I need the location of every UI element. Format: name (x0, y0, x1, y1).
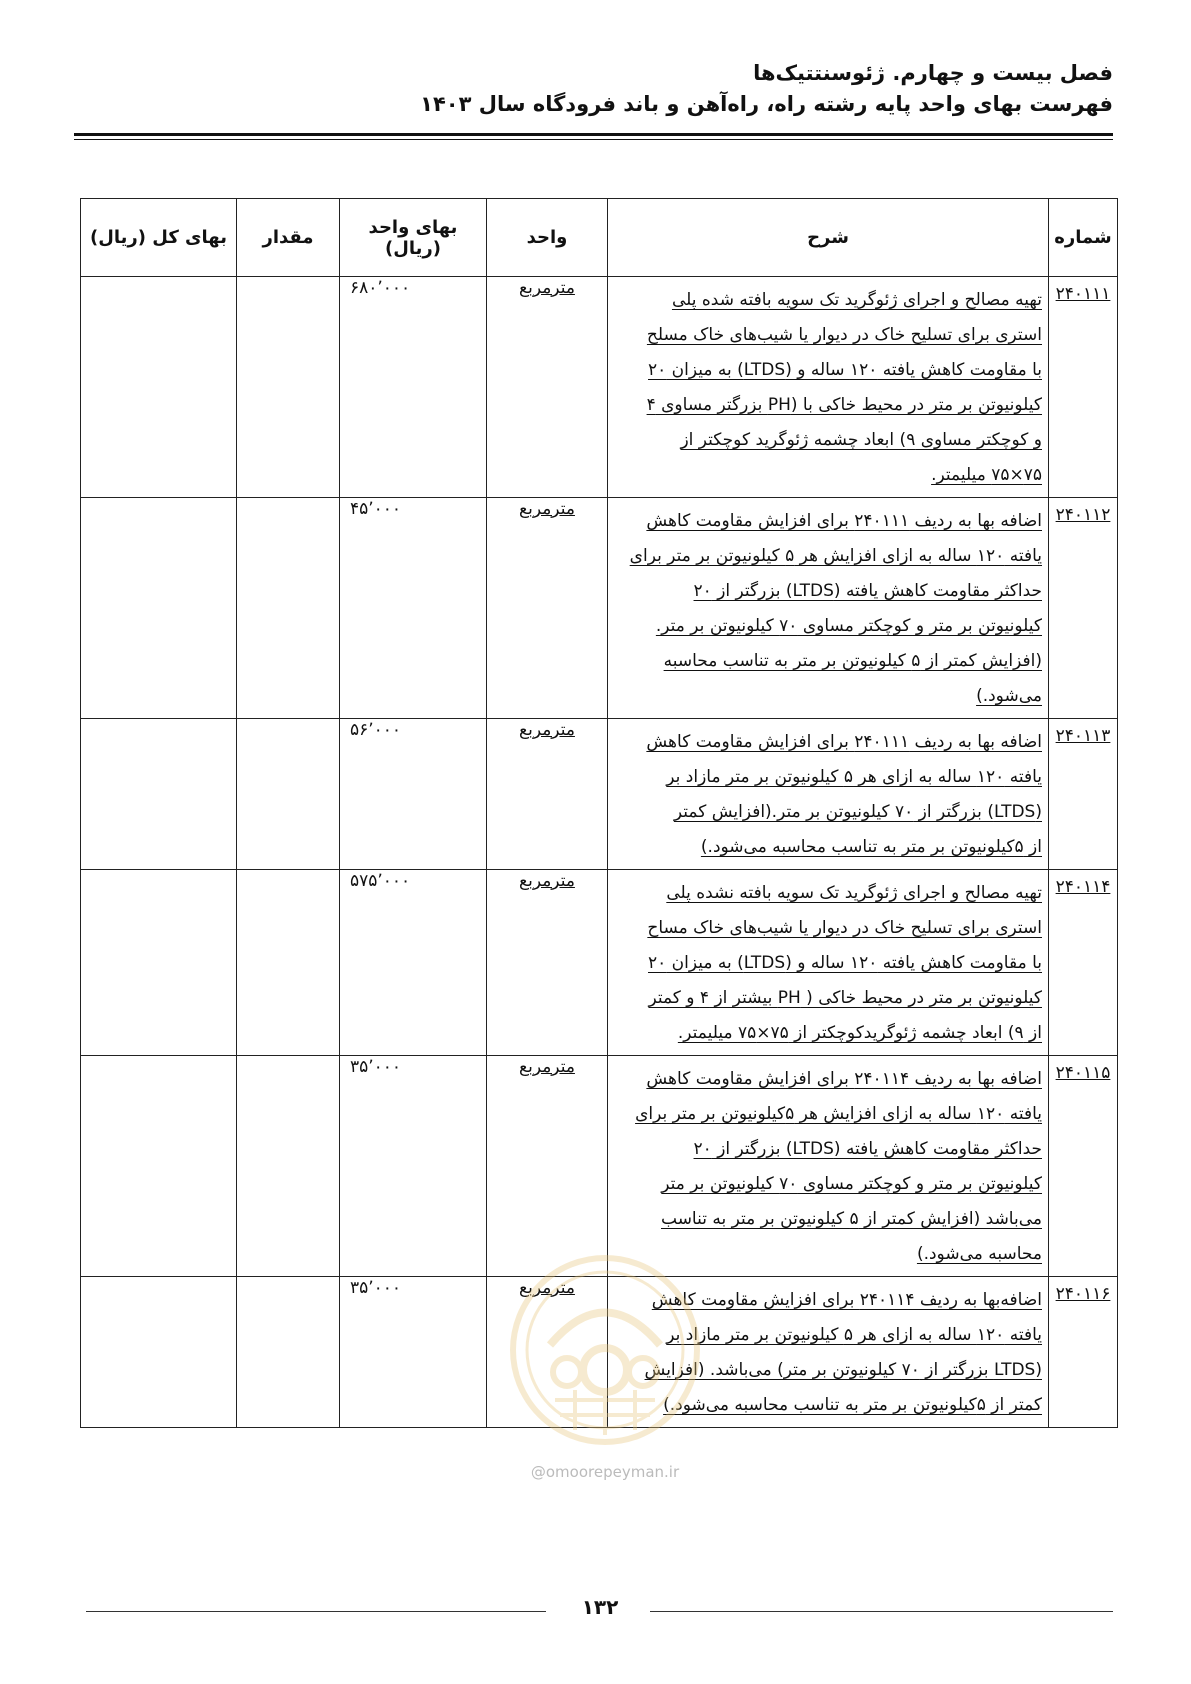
description-line-text: (LTDS) بزرگتر از ۷۰ کیلونیوتن بر متر.(افزایش کمتر (673, 802, 1042, 822)
description-line (614, 283, 1042, 318)
item-unit-price: ۳۵٬۰۰۰ (340, 1277, 487, 1428)
item-code: ۲۴۰۱۱۳ (1055, 726, 1111, 746)
description-line (614, 679, 1042, 714)
description-line-text: یافته ۱۲۰ ساله به ازای هر ۵ کیلونیوتن بر متر مازاد بر (666, 767, 1042, 787)
description-line-text: از ۵کیلونیوتن بر متر به تناسب محاسبه می‌شود.) (700, 837, 1042, 857)
item-unit: مترمربع (519, 720, 575, 740)
table-row (81, 870, 1118, 1056)
description-line (614, 760, 1042, 795)
item-code: ۲۴۰۱۱۶ (1055, 1284, 1111, 1304)
column-header-unit-price (340, 199, 487, 277)
description-line (614, 1283, 1042, 1318)
description-line-text: ۷۵×۷۵ میلیمتر. (931, 465, 1042, 485)
description-line (614, 725, 1042, 760)
item-quantity (237, 1277, 340, 1428)
column-header-unit: واحد (487, 199, 608, 277)
description-line-text: اضافه بها به ردیف ۲۴۰۱۱۴ برای افزایش مقاومت کاهش (646, 1069, 1042, 1089)
description-line (614, 388, 1042, 423)
description-line-text: حداکثر مقاومت کاهش یافته (LTDS) بزرگتر از ۲۰ (693, 581, 1042, 601)
item-description (608, 498, 1049, 719)
footer-rule-left (86, 1611, 546, 1612)
watermark-url: @omoorepeyman.ir (530, 1463, 680, 1481)
chapter-title: فصل بیست و چهارم. ژئوسنتتیک‌ها (753, 61, 1113, 85)
table-row (81, 1277, 1118, 1428)
item-unit: مترمربع (519, 1057, 575, 1077)
table-row (81, 719, 1118, 870)
item-unit: مترمربع (519, 871, 575, 891)
item-unit: مترمربع (519, 1278, 575, 1298)
footer-rule-right (650, 1611, 1113, 1612)
description-line (614, 574, 1042, 609)
item-code: ۲۴۰۱۱۴ (1055, 877, 1111, 897)
description-line (614, 539, 1042, 574)
description-line-text: کمتر از ۵کیلونیوتن بر متر به تناسب محاسبه می‌شود.) (663, 1395, 1042, 1415)
description-line (614, 1132, 1042, 1167)
description-line-text: اضافه بها به ردیف ۲۴۰۱۱۱ برای افزایش مقاومت کاهش (646, 511, 1042, 531)
item-total (81, 277, 237, 498)
item-description (608, 870, 1049, 1056)
item-unit-cell (487, 1277, 608, 1428)
item-code-cell (1049, 719, 1118, 870)
description-line-text: اضافه بها به ردیف ۲۴۰۱۱۱ برای افزایش مقاومت کاهش (646, 732, 1042, 752)
page-header (73, 58, 1113, 120)
item-code: ۲۴۰۱۱۲ (1055, 505, 1111, 525)
item-description (608, 1056, 1049, 1277)
description-line (614, 1388, 1042, 1423)
description-line-text: تهیه مصالح و اجرای ژئوگرید تک سویه بافته شده پلی (671, 290, 1042, 310)
item-description (608, 277, 1049, 498)
description-line-text: یافته ۱۲۰ ساله به ازای افزایش هر ۵ کیلونیوتن بر متر برای (629, 546, 1042, 566)
item-code-cell (1049, 277, 1118, 498)
description-line (614, 911, 1042, 946)
item-unit-price: ۳۵٬۰۰۰ (340, 1056, 487, 1277)
item-total (81, 719, 237, 870)
description-line (614, 1353, 1042, 1388)
item-unit: مترمربع (519, 499, 575, 519)
table-row (81, 1056, 1118, 1277)
description-line (614, 1167, 1042, 1202)
description-line-text: محاسبه می‌شود.) (916, 1244, 1042, 1264)
item-unit-cell (487, 1056, 608, 1277)
item-unit-price: ۶۸۰٬۰۰۰ (340, 277, 487, 498)
description-line-text: با مقاومت کاهش یافته ۱۲۰ ساله و (LTDS) به میزان ۲۰ (648, 360, 1042, 380)
description-line (614, 830, 1042, 865)
column-header-description: شرح (608, 199, 1049, 277)
page-number: ۱۳۲ (581, 1595, 619, 1619)
description-line-text: حداکثر مقاومت کاهش یافته (LTDS) بزرگتر از ۲۰ (693, 1139, 1042, 1159)
description-line-text: (افزایش کمتر از ۵ کیلونیوتن بر متر به تناسب محاسبه (663, 651, 1042, 671)
description-line (614, 353, 1042, 388)
description-line-text: و کوچکتر مساوی ۹) ابعاد چشمه ژئوگرید کوچکتر از (680, 430, 1042, 450)
item-unit-cell (487, 498, 608, 719)
description-line-text: می‌باشد (افزایش کمتر از ۵ کیلونیوتن بر متر به تناسب (661, 1209, 1042, 1229)
description-line (614, 1318, 1042, 1353)
column-header-quantity: مقدار (237, 199, 340, 277)
description-line-text: یافته ۱۲۰ ساله به ازای افزایش هر ۵کیلونیوتن بر متر برای (635, 1104, 1042, 1124)
description-line-text: کیلونیوتن بر متر و کوچکتر مساوی ۷۰ کیلونیوتن بر متر. (655, 616, 1042, 636)
description-line (614, 423, 1042, 458)
description-line-text: کیلونیوتن بر متر در محیط خاکی با (PH بزرگتر مساوی ۴ (646, 395, 1042, 415)
description-line-text: تهیه مصالح و اجرای ژئوگرید تک سویه بافته نشده پلی (666, 883, 1042, 903)
description-line-text: کیلونیوتن بر متر و کوچکتر مساوی ۷۰ کیلونیوتن بر متر (661, 1174, 1042, 1194)
description-line (614, 1237, 1042, 1272)
description-line (614, 318, 1042, 353)
item-unit-price: ۴۵٬۰۰۰ (340, 498, 487, 719)
item-quantity (237, 498, 340, 719)
description-line-text: اضافه‌بها به ردیف ۲۴۰۱۱۴ برای افزایش مقاومت کاهش (651, 1290, 1042, 1310)
item-unit-cell (487, 719, 608, 870)
description-line-text: (LTDS بزرگتر از ۷۰ کیلونیوتن بر متر) می‌باشد. (افزایش (644, 1360, 1042, 1380)
price-list-table (80, 198, 1118, 1428)
description-line (614, 1016, 1042, 1051)
item-total (81, 1277, 237, 1428)
description-line (614, 458, 1042, 493)
item-description (608, 1277, 1049, 1428)
unit-price-header-line1: بهای واحد (368, 216, 458, 238)
item-code-cell (1049, 1056, 1118, 1277)
description-line (614, 981, 1042, 1016)
description-line-text: استری برای تسلیح خاک در دیوار یا شیب‌های خاک مساح (647, 918, 1042, 938)
item-quantity (237, 870, 340, 1056)
item-unit-price: ۵۶٬۰۰۰ (340, 719, 487, 870)
item-code: ۲۴۰۱۱۱ (1055, 284, 1111, 304)
item-quantity (237, 1056, 340, 1277)
item-unit-cell (487, 277, 608, 498)
item-code-cell (1049, 1277, 1118, 1428)
item-description (608, 719, 1049, 870)
description-line (614, 504, 1042, 539)
document-subtitle: فهرست بهای واحد پایه رشته راه، راه‌آهن و باند فرودگاه سال ۱۴۰۳ (420, 92, 1113, 116)
description-line (614, 876, 1042, 911)
table-row (81, 277, 1118, 498)
description-line-text: استری برای تسلیح خاک در دیوار یا شیب‌های خاک مسلح (646, 325, 1042, 345)
description-line (614, 946, 1042, 981)
item-total (81, 498, 237, 719)
header-rule-thick (74, 133, 1113, 136)
item-unit: مترمربع (519, 278, 575, 298)
unit-price-header-line2: (ریال) (385, 237, 441, 259)
description-line (614, 795, 1042, 830)
description-line (614, 609, 1042, 644)
description-line (614, 1062, 1042, 1097)
table-row (81, 498, 1118, 719)
item-total (81, 870, 237, 1056)
header-rule-thin (74, 139, 1113, 140)
description-line (614, 644, 1042, 679)
item-code-cell (1049, 870, 1118, 1056)
description-line-text: کیلونیوتن بر متر در محیط خاکی ( PH بیشتر از ۴ و کمتر (648, 988, 1042, 1008)
column-header-total: بهای کل (ریال) (81, 199, 237, 277)
item-total (81, 1056, 237, 1277)
item-unit-cell (487, 870, 608, 1056)
description-line-text: یافته ۱۲۰ ساله به ازای هر ۵ کیلونیوتن بر متر مازاد بر (666, 1325, 1042, 1345)
item-code: ۲۴۰۱۱۵ (1055, 1063, 1111, 1083)
item-unit-price: ۵۷۵٬۰۰۰ (340, 870, 487, 1056)
description-line-text: از ۹) ابعاد چشمه ژئوگریدکوچکتر از ۷۵×۷۵ میلیمتر. (677, 1023, 1042, 1043)
item-code-cell (1049, 498, 1118, 719)
description-line-text: می‌شود.) (976, 686, 1042, 706)
item-quantity (237, 277, 340, 498)
description-line-text: با مقاومت کاهش یافته ۱۲۰ ساله و (LTDS) به میزان ۲۰ (648, 953, 1042, 973)
table-header-row (81, 199, 1118, 277)
description-line (614, 1202, 1042, 1237)
item-quantity (237, 719, 340, 870)
description-line (614, 1097, 1042, 1132)
column-header-code: شماره (1049, 199, 1118, 277)
